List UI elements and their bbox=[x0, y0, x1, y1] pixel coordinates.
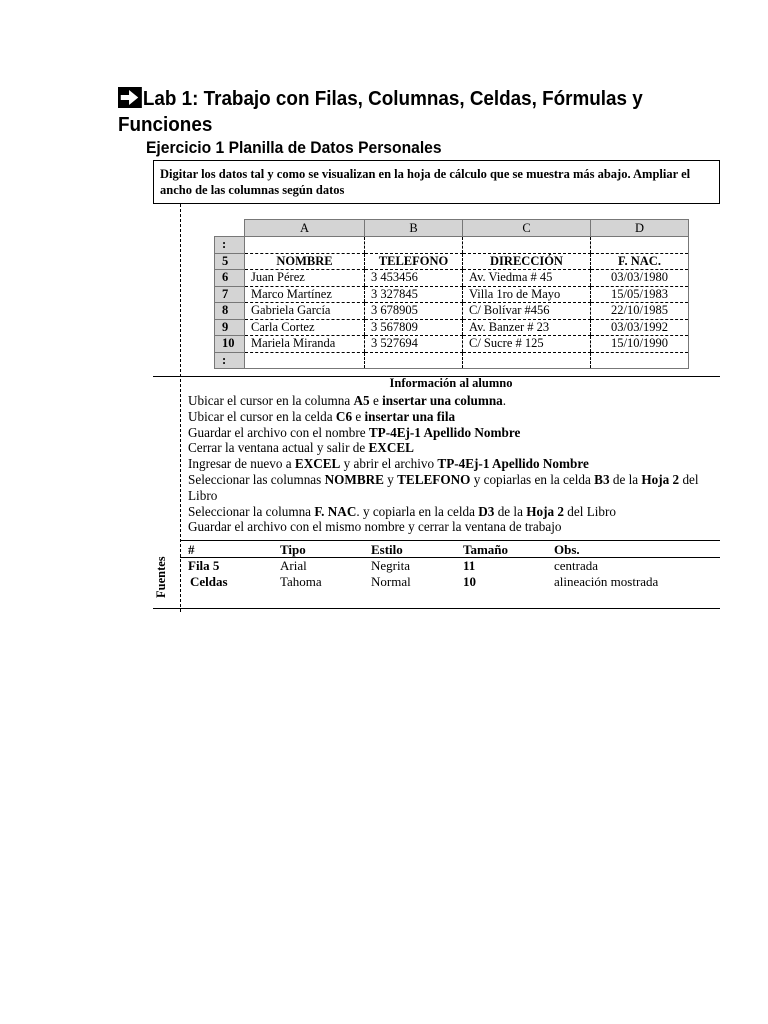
row-header: : bbox=[215, 237, 245, 254]
fonts-cell: Arial bbox=[280, 558, 307, 573]
cell bbox=[245, 237, 365, 254]
cell: Juan Pérez bbox=[245, 270, 365, 287]
cell: C/ Bolívar #456 bbox=[463, 303, 591, 320]
info-instruction-text: Guardar el archivo con el nombre bbox=[188, 424, 369, 440]
cell: Mariela Miranda bbox=[245, 336, 365, 353]
fonts-cell: Celdas bbox=[190, 574, 228, 589]
info-instruction-text: . y copiarla en la celda bbox=[356, 503, 479, 519]
info-instruction-text: Guardar el archivo con el mismo nombre y cerrar la ventana de trabajo bbox=[188, 519, 562, 535]
row-header: 8 bbox=[215, 303, 245, 320]
info-instruction-text: Cerrar la ventana actual y salir de bbox=[188, 440, 369, 456]
column-header: D bbox=[591, 220, 689, 237]
cell: Av. Viedma # 45 bbox=[463, 270, 591, 287]
info-instructions-list bbox=[188, 393, 723, 535]
cell: 15/05/1983 bbox=[591, 286, 689, 303]
table-row bbox=[215, 303, 689, 320]
cell: 03/03/1992 bbox=[591, 319, 689, 336]
info-instruction-text: F. NAC bbox=[314, 503, 357, 519]
fonts-vertical-label bbox=[154, 556, 180, 600]
cell-header-nombre: NOMBRE bbox=[245, 253, 365, 270]
cell: Carla Cortez bbox=[245, 319, 365, 336]
info-instruction-item bbox=[188, 456, 723, 472]
table-row bbox=[215, 319, 689, 336]
fonts-table-bottom-rule bbox=[153, 608, 720, 609]
fonts-header-obs: Obs. bbox=[554, 542, 580, 557]
cell bbox=[463, 352, 591, 369]
info-instruction-text: insertar una columna bbox=[382, 393, 503, 408]
info-instruction-text: B3 bbox=[594, 471, 610, 487]
cell: C/ Sucre # 125 bbox=[463, 336, 591, 353]
cell bbox=[245, 352, 365, 369]
page-title-text-line2: Funciones bbox=[118, 113, 213, 136]
fonts-cell: 11 bbox=[463, 558, 476, 573]
cell: 03/03/1980 bbox=[591, 270, 689, 287]
row-header: 6 bbox=[215, 270, 245, 287]
info-instruction-item bbox=[188, 425, 723, 441]
cell: 22/10/1985 bbox=[591, 303, 689, 320]
cell-header-fnac: F. NAC. bbox=[591, 253, 689, 270]
column-header: A bbox=[245, 220, 365, 237]
info-instruction-text: y copiarlas en la celda bbox=[470, 471, 595, 487]
column-header: B bbox=[365, 220, 463, 237]
fonts-cell: Fila 5 bbox=[188, 558, 220, 573]
fonts-vertical-label-text: Fuentes bbox=[154, 556, 168, 598]
info-instruction-text: Seleccionar la columna bbox=[188, 503, 315, 519]
info-instruction-item bbox=[188, 440, 723, 456]
cell bbox=[365, 237, 463, 254]
info-instruction-item bbox=[188, 519, 723, 535]
info-instruction-text: D3 bbox=[478, 503, 495, 519]
corner-cell bbox=[215, 220, 245, 237]
fonts-cell: Tahoma bbox=[280, 574, 322, 589]
info-instruction-text: e bbox=[369, 393, 383, 408]
info-instruction-text: EXCEL bbox=[294, 456, 341, 472]
info-instruction-item bbox=[188, 409, 723, 425]
fonts-table-top-rule bbox=[180, 540, 720, 541]
cell-header-telefono: TELEFONO bbox=[365, 253, 463, 270]
info-instruction-text: y bbox=[383, 471, 398, 487]
vertical-dashed-guide bbox=[180, 204, 181, 612]
table-row bbox=[215, 352, 689, 369]
info-instruction-text: . bbox=[502, 393, 507, 408]
info-instruction-text: C6 bbox=[335, 408, 353, 424]
info-instruction-item bbox=[188, 472, 723, 504]
table-row bbox=[215, 237, 689, 254]
fonts-cell: alineación mostrada bbox=[554, 574, 659, 589]
table-row bbox=[215, 286, 689, 303]
info-instruction-text: de la bbox=[494, 503, 527, 519]
page-title-block bbox=[118, 86, 718, 138]
cell: 3 567809 bbox=[365, 319, 463, 336]
info-instruction-item bbox=[188, 504, 723, 520]
info-instruction-text: TP-4Ej-1 Apellido Nombre bbox=[368, 424, 521, 440]
info-instruction-text: insertar una fila bbox=[364, 408, 456, 424]
fonts-cell: 10 bbox=[463, 574, 476, 589]
fonts-cell: Normal bbox=[371, 574, 411, 589]
column-header: C bbox=[463, 220, 591, 237]
info-instruction-text: EXCEL bbox=[368, 440, 414, 456]
info-instruction-text: y abrir el archivo bbox=[340, 456, 438, 472]
row-header: 9 bbox=[215, 319, 245, 336]
info-instruction-text: Ingresar de nuevo a bbox=[188, 456, 295, 472]
info-instruction-text: de la bbox=[609, 471, 642, 487]
page-title bbox=[118, 86, 670, 138]
cell: 3 453456 bbox=[365, 270, 463, 287]
column-header-row bbox=[215, 220, 689, 237]
info-instruction-item bbox=[188, 393, 723, 409]
cell bbox=[463, 237, 591, 254]
cell: 3 527694 bbox=[365, 336, 463, 353]
info-instruction-text: Ubicar el cursor en la celda bbox=[188, 408, 336, 424]
row-header: 5 bbox=[215, 253, 245, 270]
info-instruction-text: del Libro bbox=[188, 471, 699, 503]
spreadsheet-table bbox=[214, 219, 689, 369]
cell: 3 327845 bbox=[365, 286, 463, 303]
fonts-cell: Negrita bbox=[371, 558, 410, 573]
info-instruction-text: Hoja 2 bbox=[526, 503, 564, 519]
table-row bbox=[215, 270, 689, 287]
cell: Av. Banzer # 23 bbox=[463, 319, 591, 336]
info-instruction-text: Hoja 2 bbox=[641, 471, 680, 487]
info-instruction-text: NOMBRE bbox=[324, 471, 384, 487]
cell: 3 678905 bbox=[365, 303, 463, 320]
arrow-right-icon bbox=[118, 87, 142, 108]
cell: Marco Martínez bbox=[245, 286, 365, 303]
fonts-cell: centrada bbox=[554, 558, 599, 573]
cell-header-direccion: DIRECCIÓN bbox=[463, 253, 591, 270]
instruction-box: Digitar los datos tal y como se visualizan en la hoja de cálculo que se muestra más abajo. Ampliar el ancho de las columnas según datos bbox=[153, 160, 720, 204]
cell bbox=[365, 352, 463, 369]
table-header-row bbox=[215, 253, 689, 270]
fonts-header-tamano: Tamaño bbox=[463, 542, 509, 557]
cell: Villa 1ro de Mayo bbox=[463, 286, 591, 303]
fonts-header-num: # bbox=[188, 542, 195, 557]
cell: 15/10/1990 bbox=[591, 336, 689, 353]
exercise-subtitle: Ejercicio 1 Planilla de Datos Personales bbox=[146, 138, 442, 157]
page-title-text: Lab 1: Trabajo con Filas, Columnas, Celdas, Fórmulas y bbox=[142, 87, 643, 110]
row-header: 7 bbox=[215, 286, 245, 303]
info-instruction-text: TELEFONO bbox=[397, 471, 471, 487]
info-instruction-text: TP-4Ej-1 Apellido Nombre bbox=[437, 456, 589, 472]
info-instruction-text: del Libro bbox=[563, 503, 616, 519]
info-instruction-text: e bbox=[352, 408, 365, 424]
fonts-header-estilo: Estilo bbox=[371, 542, 403, 557]
cell bbox=[591, 352, 689, 369]
spreadsheet bbox=[214, 219, 689, 369]
cell: Gabriela García bbox=[245, 303, 365, 320]
fonts-header-tipo: Tipo bbox=[280, 542, 306, 557]
row-header: : bbox=[215, 352, 245, 369]
table-row bbox=[215, 336, 689, 353]
row-header: 10 bbox=[215, 336, 245, 353]
cell bbox=[591, 237, 689, 254]
info-section-title: Información al alumno bbox=[389, 376, 513, 390]
info-instruction-text: A5 bbox=[353, 393, 370, 408]
info-instruction-text: Ubicar el cursor en la columna bbox=[188, 393, 354, 408]
fonts-table-header-rule bbox=[180, 557, 720, 558]
info-instruction-text: Seleccionar las columnas bbox=[188, 471, 325, 487]
